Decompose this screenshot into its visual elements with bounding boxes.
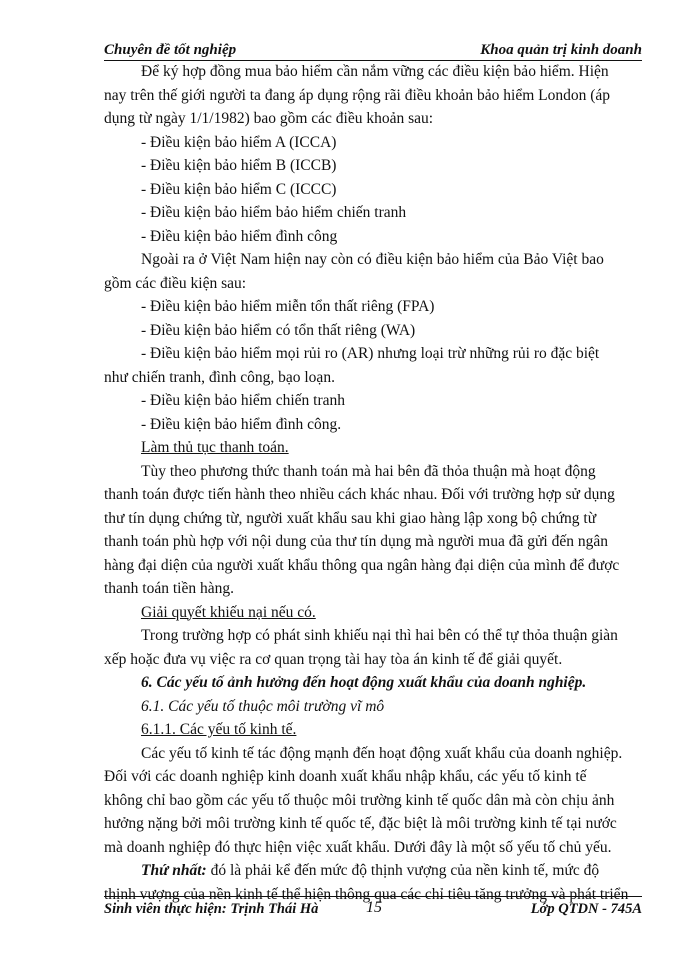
paragraph-line: như chiến tranh, đình công, bạo loạn. xyxy=(104,368,335,386)
subsection-heading: 6.1. Các yếu tố thuộc môi trường vĩ mô xyxy=(141,697,385,715)
subheading-complaints xyxy=(104,601,642,625)
list-item: - Điều kiện bảo hiểm chiến tranh xyxy=(141,392,346,409)
list-item: - Điều kiện bảo hiểm đình công. xyxy=(141,415,342,433)
paragraph-line: hàng đại diện của người xuất khẩu thông qua ngân hàng đại diện của mình để được xyxy=(104,556,620,574)
list-item: - Điều kiện bảo hiểm mọi rủi ro (AR) nhưng loại trừ những rủi ro đặc biệt xyxy=(141,345,600,362)
list-item: - Điều kiện bảo hiểm bảo hiểm chiến tranh xyxy=(141,204,407,221)
list-item: - Điều kiện bảo hiểm A (ICCA) xyxy=(141,133,337,151)
list-item: - Điều kiện bảo hiểm C (ICCC) xyxy=(141,180,337,198)
lead-term: Thứ nhất: xyxy=(141,862,207,879)
paragraph-line: Đối với các doanh nghiệp kinh doanh xuất khẩu nhập khẩu, các yếu tố kinh tế xyxy=(104,768,587,785)
paragraph-line: thanh toán phù hợp với nội dung của thư tín dụng mà người mua đã gửi đến ngân xyxy=(104,533,608,550)
paragraph-line: hưởng nặng bởi môi trường kinh tế quốc tế, đặc biệt là môi trường kinh tế tại nước xyxy=(104,815,617,832)
document-body xyxy=(104,60,642,906)
section-heading: 6. Các yếu tố ảnh hưởng đến hoạt động xuất khẩu của doanh nghiệp. xyxy=(141,674,587,691)
header-left: Chuyên đề tốt nghiệp xyxy=(104,42,237,58)
page-header xyxy=(104,40,642,61)
subsubsection-heading xyxy=(104,718,642,742)
paragraph-line xyxy=(104,859,642,883)
subheading-text: Làm thủ tục thanh toán. xyxy=(141,439,289,456)
paragraph-line: thanh toán tiền hàng. xyxy=(104,580,234,597)
list-item: - Điều kiện bảo hiểm miễn tổn thất riêng (FPA) xyxy=(141,298,435,315)
header-right: Khoa quản trị kinh doanh xyxy=(480,42,642,58)
paragraph-line: thanh toán được tiến hành theo nhiều cách khác nhau. Đối với trường hợp sử dụng xyxy=(104,486,615,503)
list-item: - Điều kiện bảo hiểm B (ICCB) xyxy=(141,157,337,174)
paragraph-line: thịnh vượng của nền kinh tế thể hiện thông qua các chỉ tiêu tăng trưởng và phát triển xyxy=(104,885,629,903)
footer-author: Sinh viên thực hiện: Trịnh Thái Hà xyxy=(104,901,319,917)
paragraph-line: Các yếu tố kinh tế tác động mạnh đến hoạt động xuất khẩu của doanh nghiệp. xyxy=(141,744,623,762)
subheading-text: 6.1.1. Các yếu tố kinh tế. xyxy=(141,721,297,738)
paragraph-line: gồm các điều kiện sau: xyxy=(104,274,247,292)
lead-rest: đó là phải kể đến mức độ thịnh vượng của nền kinh tế, mức độ xyxy=(206,862,600,879)
paragraph-line: nay trên thế giới người ta đang áp dụng rộng rãi điều khoản bảo hiểm London (áp xyxy=(104,86,611,104)
paragraph-line: Để ký hợp đồng mua bảo hiểm cần nắm vững các điều kiện bảo hiểm. Hiện xyxy=(141,63,609,80)
paragraph-line: Ngoài ra ở Việt Nam hiện nay còn có điều kiện bảo hiểm của Bảo Việt bao xyxy=(141,251,604,268)
paragraph-line: Tùy theo phương thức thanh toán mà hai bên đã thỏa thuận mà hoạt động xyxy=(141,462,596,480)
paragraph-line: không chỉ bao gồm các yếu tố thuộc môi trường kinh tế quốc dân mà còn chịu ảnh xyxy=(104,791,615,809)
list-item: - Điều kiện bảo hiểm có tổn thất riêng (WA) xyxy=(141,321,416,339)
paragraph-line: thư tín dụng chứng từ, người xuất khẩu sau khi giao hàng lập xong bộ chứng từ xyxy=(104,509,597,527)
paragraph-line: mà doanh nghiệp đó thực hiện việc xuất khẩu. Dưới đây là một số yếu tố chủ yếu. xyxy=(104,838,612,856)
list-item: - Điều kiện bảo hiểm đình công xyxy=(141,227,338,245)
footer-class: Lớp QTDN - 745A xyxy=(530,901,642,917)
paragraph-line: xếp hoặc đưa vụ việc ra cơ quan trọng tài hay tòa án kinh tế để giải quyết. xyxy=(104,650,563,668)
paragraph-line: Trong trường hợp có phát sinh khiếu nại thì hai bên có thể tự thỏa thuận giàn xyxy=(141,627,618,644)
subheading-text: Giải quyết khiếu nại nếu có. xyxy=(141,603,316,621)
page-footer xyxy=(104,896,642,919)
subheading-payment xyxy=(104,436,642,460)
paragraph-line: dụng từ ngày 1/1/1982) bao gồm các điều khoản sau: xyxy=(104,110,434,127)
page-number: 15 xyxy=(366,899,382,916)
